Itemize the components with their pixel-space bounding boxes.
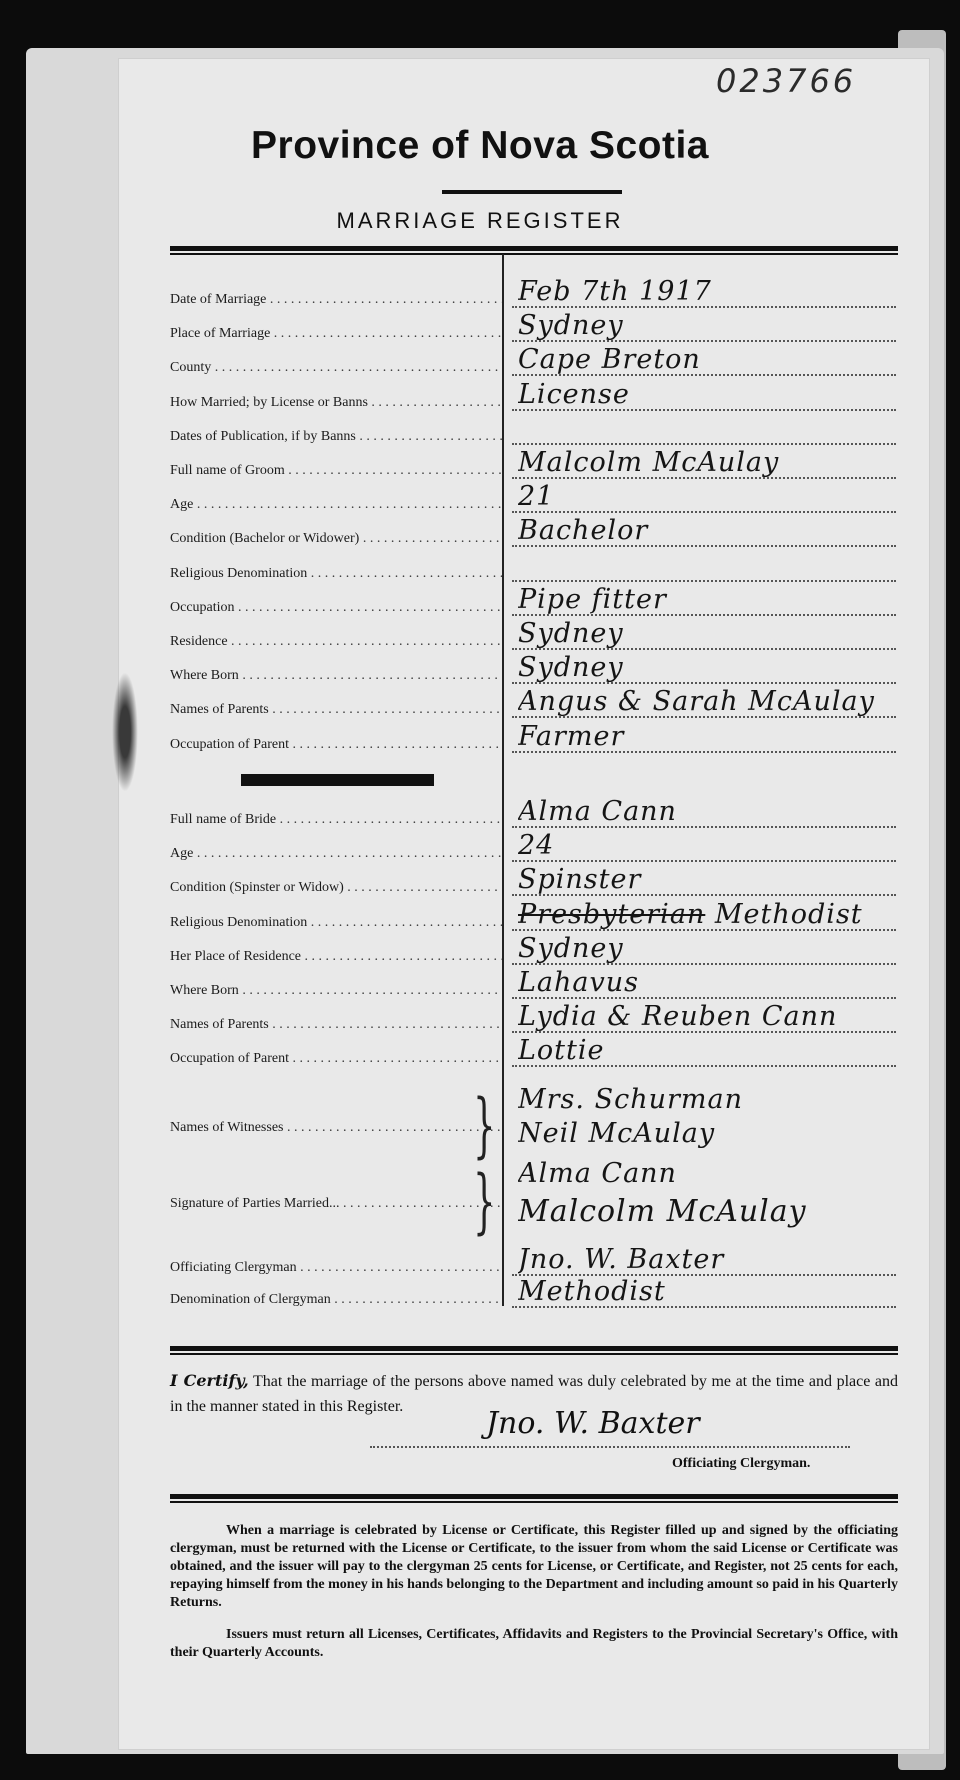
field-label: Condition (Spinster or Widow) . . . xyxy=(170,880,502,896)
signatures-label: Signature of Parties Married... . . . xyxy=(170,1196,502,1212)
field-label: Dates of Publication, if by Banns . . . xyxy=(170,429,502,445)
handwritten-value: Malcolm McAulay xyxy=(518,447,780,478)
bride-section-marker xyxy=(241,774,434,786)
document-number: 023766 xyxy=(716,62,857,100)
field-value xyxy=(518,933,898,964)
field-label: Names of Parents . . . xyxy=(170,1017,502,1033)
field-value xyxy=(518,864,898,895)
field-label: Age . . . xyxy=(170,497,502,513)
field-label: County . . . xyxy=(170,360,502,376)
header-rule-thin xyxy=(170,253,898,255)
field-value xyxy=(518,276,898,307)
field-dotted-line xyxy=(512,580,896,582)
field-label: Age . . . xyxy=(170,846,502,862)
field-value xyxy=(518,652,898,683)
field-label: Date of Marriage . . . xyxy=(170,292,502,308)
certify-body: That the marriage of the persons above named was duly celebrated by me at the time and place and in the manner stated in this Register. xyxy=(170,1373,899,1415)
signatures-brace: } xyxy=(473,1160,496,1242)
field-dotted-line xyxy=(512,443,896,445)
handwritten-value: Jno. W. Baxter xyxy=(518,1244,725,1275)
return-notice xyxy=(170,1522,898,1662)
field-label: Her Place of Residence . . . xyxy=(170,949,502,965)
field-value xyxy=(518,1276,898,1307)
signature-bride: Alma Cann xyxy=(518,1158,677,1189)
handwritten-value: License xyxy=(518,378,630,410)
field-label: Place of Marriage . . . xyxy=(170,326,502,342)
signature-role: Officiating Clergyman. xyxy=(672,1456,811,1471)
field-value xyxy=(518,379,898,410)
handwritten-value: Lydia & Reuben Cann xyxy=(518,1001,838,1033)
certificate-rule-thin xyxy=(170,1353,898,1355)
field-label: Occupation of Parent . . . xyxy=(170,737,502,753)
form-row xyxy=(170,720,898,763)
form-row xyxy=(170,515,898,557)
field-label: Where Born . . . xyxy=(170,668,502,684)
form-row xyxy=(170,378,898,421)
handwritten-value: Angus & Sarah McAulay xyxy=(518,686,875,718)
field-value xyxy=(518,721,898,752)
notice-rule-thin xyxy=(170,1501,898,1503)
field-label: Denomination of Clergyman . . . xyxy=(170,1292,502,1308)
witnesses-brace: } xyxy=(473,1084,496,1166)
notice-rule xyxy=(170,1494,898,1499)
field-value xyxy=(518,584,898,615)
field-label: Religious Denomination . . . xyxy=(170,566,502,582)
field-value xyxy=(518,686,898,717)
field-label: Full name of Groom . . . xyxy=(170,463,502,479)
witnesses-row xyxy=(170,1084,898,1149)
ink-stain xyxy=(112,672,138,792)
certify-heading: I Certify, xyxy=(170,1371,249,1390)
notice-paragraph-2: Issuers must return all Licenses, Certificates, Affidavits and Registers to the Provincial Secretary's Office, with their Quarterly Accounts. xyxy=(170,1627,898,1660)
page-subtitle: MARRIAGE REGISTER xyxy=(336,208,624,233)
field-label: Residence . . . xyxy=(170,634,502,650)
signature-groom: Malcolm McAulay xyxy=(518,1194,807,1229)
handwritten-value: Lottie xyxy=(518,1035,605,1067)
handwritten-value: Alma Cann xyxy=(518,796,677,827)
handwritten-value: Sydney xyxy=(518,652,624,684)
field-label: Religious Denomination . . . xyxy=(170,915,502,931)
form-row xyxy=(170,1276,898,1318)
field-label: Condition (Bachelor or Widower) . . . xyxy=(170,531,502,547)
field-label: How Married; by License or Banns . . . xyxy=(170,395,502,411)
handwritten-value: Farmer xyxy=(518,720,625,752)
page-title: Province of Nova Scotia xyxy=(251,124,709,167)
handwritten-value: Bachelor xyxy=(518,515,649,547)
field-label: Occupation . . . xyxy=(170,600,502,616)
title-rule xyxy=(442,190,622,194)
signature-line xyxy=(370,1446,850,1448)
field-value xyxy=(518,1244,898,1275)
handwritten-value: Methodist xyxy=(518,1276,666,1307)
field-label: Full name of Bride . . . xyxy=(170,812,502,828)
handwritten-value: 24 xyxy=(518,830,555,862)
field-label: Occupation of Parent . . . xyxy=(170,1051,502,1067)
handwritten-value: Sydney xyxy=(518,932,624,964)
field-value xyxy=(518,967,898,998)
field-value xyxy=(518,899,898,930)
witnesses-label: Names of Witnesses . . . xyxy=(170,1120,502,1136)
witness-1: Mrs. Schurman xyxy=(518,1084,743,1115)
handwritten-value: Feb 7th 1917 xyxy=(518,276,712,307)
header-rule xyxy=(170,246,898,251)
handwritten-value: Sydney xyxy=(518,310,624,342)
field-value xyxy=(518,1001,898,1032)
handwritten-value: Spinster xyxy=(518,864,642,896)
form-row xyxy=(170,1035,898,1077)
field-value xyxy=(518,515,898,546)
handwritten-value: Pipe fitter xyxy=(518,583,667,615)
field-value xyxy=(518,618,898,649)
handwritten-value: Methodist xyxy=(714,898,863,930)
field-label: Officiating Clergyman . . . xyxy=(170,1260,502,1276)
field-value xyxy=(518,481,898,512)
signatures-row xyxy=(170,1158,898,1229)
field-value xyxy=(518,447,898,478)
witness-2: Neil McAulay xyxy=(518,1118,716,1149)
certificate-rule xyxy=(170,1346,898,1351)
field-value xyxy=(518,1035,898,1066)
field-value xyxy=(518,830,898,861)
struck-value: Presbyterian xyxy=(518,898,706,930)
handwritten-value: Lahavus xyxy=(518,967,640,998)
field-value xyxy=(518,796,898,827)
notice-paragraph-1: When a marriage is celebrated by License or Certificate, this Register filled up and signed by the officiating clergyman, must be returned with the License or Certificate, to the issuer from whom the said License or Certificate was obtained, and the issuer will pay to the clergyman 25 cents for License, or Certificate, and Register, not 25 cents for each, repaying himself from the money in his hands belonging to the Department and including amount so paid in his Quarterly Returns. xyxy=(170,1523,898,1610)
handwritten-value: Sydney xyxy=(518,618,624,649)
clergyman-signature: Jno. W. Baxter xyxy=(486,1406,700,1441)
handwritten-value: Cape Breton xyxy=(518,344,701,376)
field-label: Where Born . . . xyxy=(170,983,502,999)
handwritten-value: 21 xyxy=(518,481,555,513)
field-value xyxy=(518,344,898,375)
field-value xyxy=(518,310,898,341)
field-label: Names of Parents . . . xyxy=(170,702,502,718)
